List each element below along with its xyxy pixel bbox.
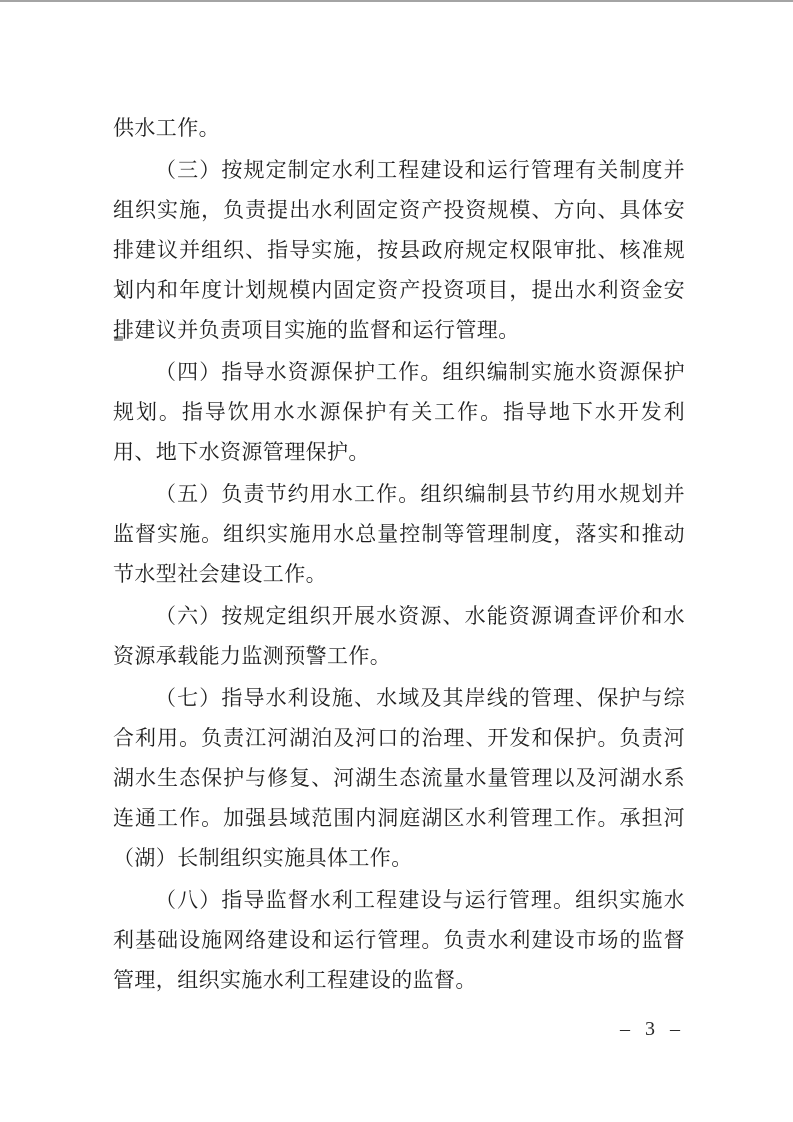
page-number: – 3 – — [620, 1018, 685, 1040]
paragraph-item-8: （八）指导监督水利工程建设与运行管理。组织实施水利基础设施网络建设和运行管理。负责水利建设市场的监督管理，组织实施水利工程建设的监督。 — [113, 888, 685, 992]
paragraph-item-3: （三）按规定制定水利工程建设和运行管理有关制度并组织实施，负责提出水利固定资产投资规模、方向、具体安排建议并组织、指导实施，按县政府规定权限审批、核准规划内和年度计划规模内固定资产投资项目，提出水利资金安排建议并负责项目实施的监督和运行管理。 — [113, 158, 685, 342]
document-body — [113, 108, 685, 1002]
scan-edge-artifact — [0, 0, 793, 2]
paragraph-continuation: 供水工作。 — [113, 116, 220, 140]
paragraph-item-7: （七）指导水利设施、水域及其岸线的管理、保护与综合利用。负责江河湖泊及河口的治理、开发和保护。负责河湖水生态保护与修复、河湖生态流量水量管理以及河湖水系连通工作。加强县域范围内洞庭湖区水利管理工作。承担河（湖）长制组织实施具体工作。 — [113, 686, 685, 870]
paragraph-item-4: （四）指导水资源保护工作。组织编制实施水资源保护规划。指导饮用水水源保护有关工作。指导地下水开发利用、地下水资源管理保护。 — [113, 360, 685, 464]
paragraph-item-6: （六）按规定组织开展水资源、水能资源调查评价和水资源承载能力监测预警工作。 — [113, 604, 685, 668]
paragraph-item-5: （五）负责节约用水工作。组织编制县节约用水规划并监督实施。组织实施用水总量控制等管理制度，落实和推动节水型社会建设工作。 — [113, 482, 685, 586]
